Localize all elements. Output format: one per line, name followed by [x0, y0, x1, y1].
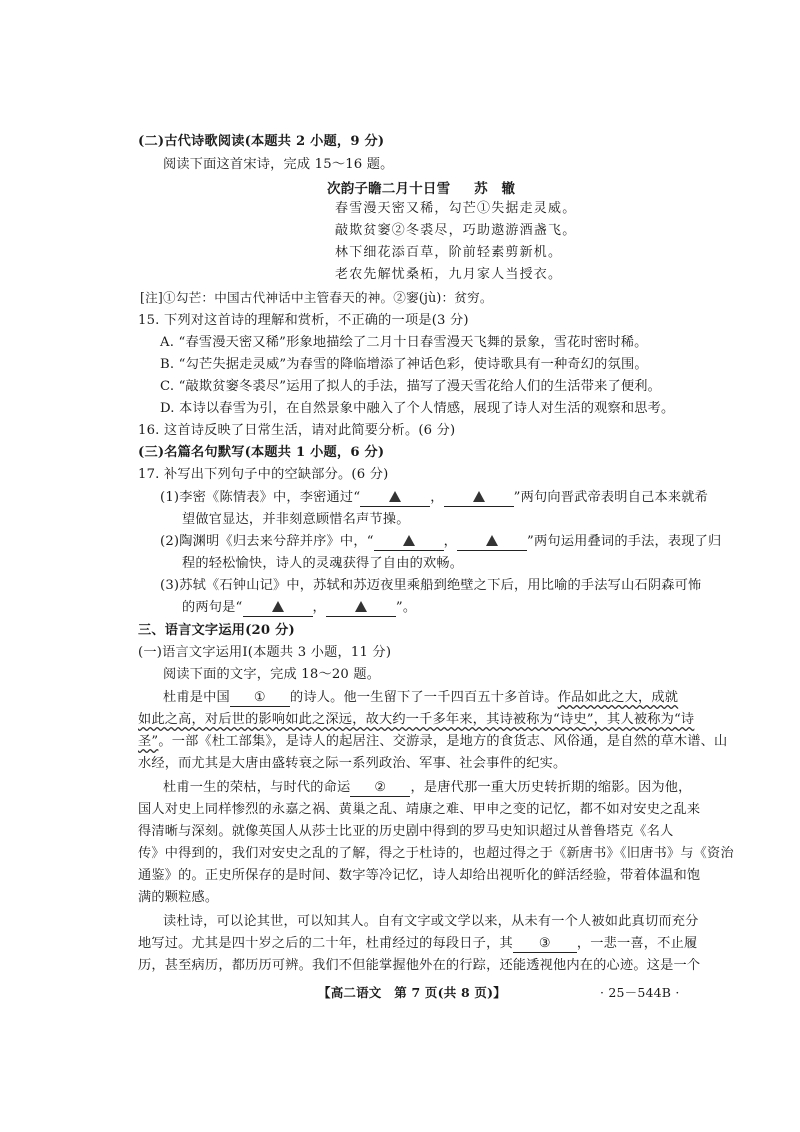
passage-wavy-2: 如此之高，对后世的影响如此之深远，故大约一千多年来，其诗被称为“诗史”，其人被称为“诗: [138, 712, 695, 727]
poem-title-text: 次韵子瞻二月十日雪: [327, 181, 451, 197]
passage-blank-3[interactable]: ③: [513, 936, 577, 953]
passage-line-2: [138, 711, 694, 729]
passage-line-6: 国人对史上同样惨烈的永嘉之祸、黄巢之乱、靖康之难、甲申之变的记忆，都不如对安史之乱来: [138, 802, 701, 817]
q17-item-1-post: ”两句向晋武帝表明自己本来就希: [513, 490, 709, 505]
poem-line-1: 春雪漫天密又稀，勾芒①失据走灵威。: [335, 201, 577, 216]
q15-option-d: D. 本诗以春雪为引，在自然景象中融入了个人情感，展现了诗人对生活的观察和思考。: [160, 401, 675, 416]
q15-stem: 15. 下列对这首诗的理解和赏析，不正确的一项是(3 分): [138, 313, 469, 328]
q17-item-2-post: ”两句运用叠词的手法，表现了归: [527, 534, 722, 549]
poem-author: 苏 辙: [474, 181, 516, 197]
passage-line-8: 传》中得到的，我们对安史之乱的了解，得之于杜诗的，也超过得之于《新唐书》《旧唐书》与《资治: [138, 846, 734, 861]
passage-line-9: 通鉴》的。正史所保存的是时间、数字等冷记忆，诗人却给出视听化的鲜活经验，带着体温和饱: [138, 868, 701, 883]
q15-option-b: B. “勾芒失据走灵威”为春雪的降临增添了神话色彩，使诗歌具有一种奇幻的氛围。: [160, 357, 648, 372]
passage-line-11: 读杜诗，可以论其世，可以知其人。自有文字或文学以来，从未有一个人被如此真切而充分: [163, 914, 699, 929]
passage-line-13: 历，甚至病历，都历历可辨。我们不但能掌握他外在的行踪，还能透视他内在的心迹。这是一个: [138, 958, 701, 973]
passage-line-1: [163, 689, 678, 707]
poem-title: [327, 180, 515, 198]
triangle-marker-icon: [486, 535, 498, 546]
section-2-heading: (二)古代诗歌阅读(本题共 2 小题，9 分): [138, 134, 385, 149]
triangle-marker-icon: [272, 601, 284, 612]
poem-note: [注]①勾芒：中国古代神话中主管春天的神。②窭(jù)：贫穷。: [140, 290, 493, 305]
passage-line-4: 水经，而尤其是大唐由盛转衰之际一系列政治、军事、社会事件的纪实。: [138, 756, 567, 771]
q17-item-2-cont: 程的轻松愉快，诗人的灵魂获得了自由的欢畅。: [182, 556, 464, 571]
q15-option-c: C. “敲欺贫窭冬裘尽”运用了拟人的手法，描写了漫天雪花给人们的生活带来了便利。: [160, 379, 662, 394]
passage-p2-a: 杜甫一生的荣枯，与时代的命运: [163, 780, 351, 795]
section-3-heading: (三)名篇名句默写(本题共 1 小题，6 分): [138, 445, 385, 460]
q17-item-3-pre: 的两句是“: [182, 600, 243, 615]
passage-line-12: [138, 935, 697, 953]
q17-item-3-post: ”。: [395, 600, 417, 615]
part-3-instruction: 阅读下面的文字，完成 18～20 题。: [163, 667, 381, 682]
poem-line-2: 敲欺贫窭②冬裘尽，巧助遨游酒盏飞。: [335, 223, 577, 238]
passage-line-5: [163, 779, 692, 797]
passage-p1-c: 。一部《杜工部集》，是诗人的起居注、交游录，是地方的食货志、风俗通，是自然的草木谱、山: [158, 734, 728, 749]
footer-page-info: 【高二语文 第 7 页(共 8 页)】: [318, 985, 506, 1000]
triangle-marker-icon: [389, 491, 401, 502]
triangle-marker-icon: [355, 601, 367, 612]
passage-p1-a: 杜甫是中国: [163, 690, 230, 705]
passage-p3-c: ，一悲一喜，不止履: [576, 936, 698, 951]
q17-item-2-sep: ，: [443, 534, 458, 549]
passage-wavy-3: 圣”: [138, 734, 159, 749]
part-3-heading: 三、语言文字运用(20 分): [138, 623, 295, 638]
q17-item-3-line2: [182, 599, 416, 617]
passage-line-3: [138, 733, 727, 751]
q17-item-3-sep: ，: [312, 600, 326, 615]
passage-p3-b: 地写过。尤其是四十岁之后的二十年，杜甫经过的每段日子，其: [138, 936, 513, 951]
triangle-marker-icon: [403, 535, 415, 546]
passage-line-10: 满的颗粒感。: [138, 890, 219, 905]
q17-2-blank-b[interactable]: [457, 534, 527, 551]
q17-item-1-sep: ，: [430, 490, 444, 505]
q17-2-blank-a[interactable]: [374, 534, 444, 551]
passage-blank-1[interactable]: ①: [230, 690, 290, 707]
q17-item-3-line1: (3)苏轼《石钟山记》中，苏轼和苏迈夜里乘船到绝壁之下后，用比喻的手法写山石阴森可怖: [160, 578, 702, 593]
q17-stem: 17. 补写出下列句子中的空缺部分。(6 分): [138, 467, 389, 482]
q17-item-2-pre: (2)陶渊明《归去来兮辞并序》中，“: [160, 534, 374, 549]
section-2-instruction: 阅读下面这首宋诗，完成 15～16 题。: [163, 157, 394, 172]
poem-line-3: 林下细花添百草，阶前轻素剪新机。: [335, 245, 563, 260]
q17-3-blank-b[interactable]: [326, 600, 396, 617]
passage-blank-2[interactable]: ②: [350, 780, 410, 797]
poem-line-4: 老农先解忧桑柘，九月家人当授衣。: [335, 267, 563, 282]
q17-3-blank-a[interactable]: [243, 600, 313, 617]
passage-p2-b: ，是唐代那一重大历史转折期的缩影。因为他，: [410, 780, 692, 795]
triangle-marker-icon: [473, 491, 485, 502]
q16-stem: 16. 这首诗反映了日常生活，请对此简要分析。(6 分): [138, 423, 456, 438]
passage-p1-b: 的诗人。他一生留下了一千四百五十多首诗。: [289, 690, 558, 705]
q17-item-2: [160, 533, 721, 551]
footer-code: · 25－544B ·: [600, 985, 680, 1000]
q17-1-blank-b[interactable]: [444, 490, 514, 507]
q17-item-1-cont: 望做官显达，并非刻意顾惜名声节操。: [182, 512, 410, 527]
passage-line-7: 得清晰与深刻。就像英国人从莎士比亚的历史剧中得到的罗马史知识超过从普鲁塔克《名人: [138, 824, 674, 839]
q17-item-1: [160, 489, 708, 507]
passage-wavy-1: 作品如此之大，成就: [557, 690, 679, 705]
part-3-sub-heading: (一)语言文字运用Ⅰ(本题共 3 小题，11 分): [138, 645, 392, 660]
q17-1-blank-a[interactable]: [360, 490, 430, 507]
q17-item-1-pre: (1)李密《陈情表》中，李密通过“: [160, 490, 361, 505]
q15-option-a: A. “春雪漫天密又稀”形象地描绘了二月十日春雪漫天飞舞的景象，雪花时密时稀。: [160, 335, 648, 350]
